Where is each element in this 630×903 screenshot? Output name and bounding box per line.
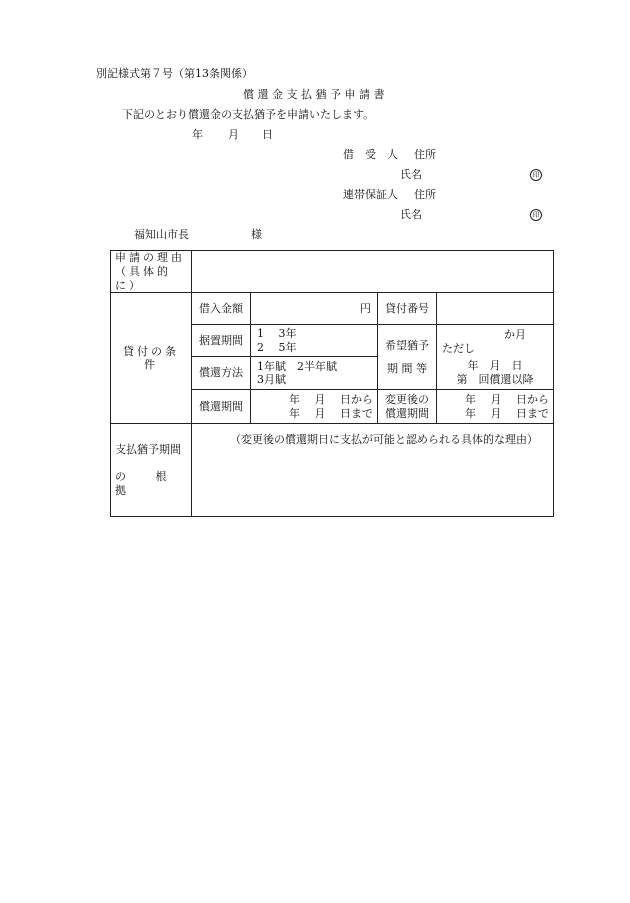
repayment-method-options — [251, 357, 378, 390]
basis-label-cell — [111, 424, 196, 517]
loan-amount-label: 借入金額 — [192, 293, 251, 325]
basis-note: （変更後の償還期日に支払が可能と認められる具体的な理由） — [230, 433, 538, 447]
months-text: か月 — [504, 328, 526, 342]
borrower-name-label: 氏名 — [400, 168, 422, 181]
reason-label-cell — [111, 251, 192, 293]
borrower-seal: 印 — [530, 169, 542, 181]
however-text: ただし — [442, 342, 475, 355]
deferment-date-text: 年 月 日 — [467, 358, 523, 372]
honorific: 様 — [251, 228, 262, 241]
deferment-option-1: 1 3年 — [257, 327, 297, 340]
repayment-method-label: 償還方法 — [192, 357, 251, 390]
basis-row — [111, 424, 554, 517]
method-option-1: 1年賦 2半年賦 — [257, 359, 337, 373]
basis-label: 支払猶予期間 — [115, 442, 181, 456]
reason-row — [111, 251, 554, 293]
loan-number-label: 貸付番号 — [378, 293, 437, 325]
guarantor-seal: 印 — [530, 209, 542, 221]
loan-amount-field[interactable] — [251, 293, 378, 325]
deferment-option-2: 2 5年 — [257, 340, 297, 354]
desired-deferment-label-cell — [378, 325, 437, 390]
guarantor-label: 連帯保証人 — [343, 188, 398, 201]
loan-conditions-cell — [111, 293, 192, 424]
document-title: 償 還 金 支 払 猶 予 申 請 書 — [243, 88, 385, 101]
changed-period-label: 変更後の — [385, 393, 429, 406]
guarantor-name-label: 氏名 — [400, 208, 422, 221]
yen-unit: 円 — [360, 301, 371, 315]
loan-number-field[interactable] — [437, 293, 554, 325]
date-day: 日 — [262, 128, 273, 141]
reason-label-sub: （具体的に） — [115, 264, 171, 292]
desired-deferment-label-sub: 期 間 等 — [387, 362, 427, 376]
date-year: 年 — [192, 128, 203, 141]
intro-text: 下記のとおり償還金の支払猶予を申請いたします。 — [122, 108, 375, 121]
guarantor-address-label: 住所 — [414, 188, 436, 201]
date-month: 月 — [228, 128, 239, 141]
changed-period-field[interactable] — [437, 390, 554, 424]
application-table — [110, 250, 554, 517]
mayor-label: 福知山市長 — [134, 228, 189, 241]
changed-period-label-sub: 償還期間 — [385, 406, 429, 420]
changed-period-label-cell — [378, 390, 437, 424]
method-option-2: 3月賦 — [257, 373, 286, 387]
deferment-period-label: 据置期間 — [192, 325, 251, 357]
borrower-label: 借 受 人 — [343, 148, 398, 161]
basis-label-sub: の 根 拠 — [115, 470, 196, 498]
loan-conditions-label: 貸付の条件 — [123, 344, 179, 372]
period-to-text: 年 月 日まで — [289, 406, 373, 420]
loan-amount-row — [111, 293, 554, 325]
borrower-address-label: 住所 — [414, 148, 436, 161]
form-number: 別記様式第７号（第13条関係） — [96, 67, 253, 80]
changed-from-text: 年 月 日から — [465, 393, 549, 406]
reason-label: 申請の理由 — [115, 251, 185, 264]
changed-to-text: 年 月 日まで — [465, 406, 549, 420]
period-from-text: 年 月 日から — [289, 393, 373, 406]
basis-field[interactable] — [192, 424, 554, 517]
installment-from-text: 第 回償還以降 — [456, 372, 534, 386]
repayment-period-field[interactable] — [251, 390, 378, 424]
repayment-period-label: 償還期間 — [192, 390, 251, 424]
deferment-options — [251, 325, 378, 357]
desired-deferment-label: 希望猶予 — [385, 338, 429, 352]
desired-deferment-field[interactable] — [437, 325, 554, 390]
reason-field[interactable] — [192, 251, 554, 293]
